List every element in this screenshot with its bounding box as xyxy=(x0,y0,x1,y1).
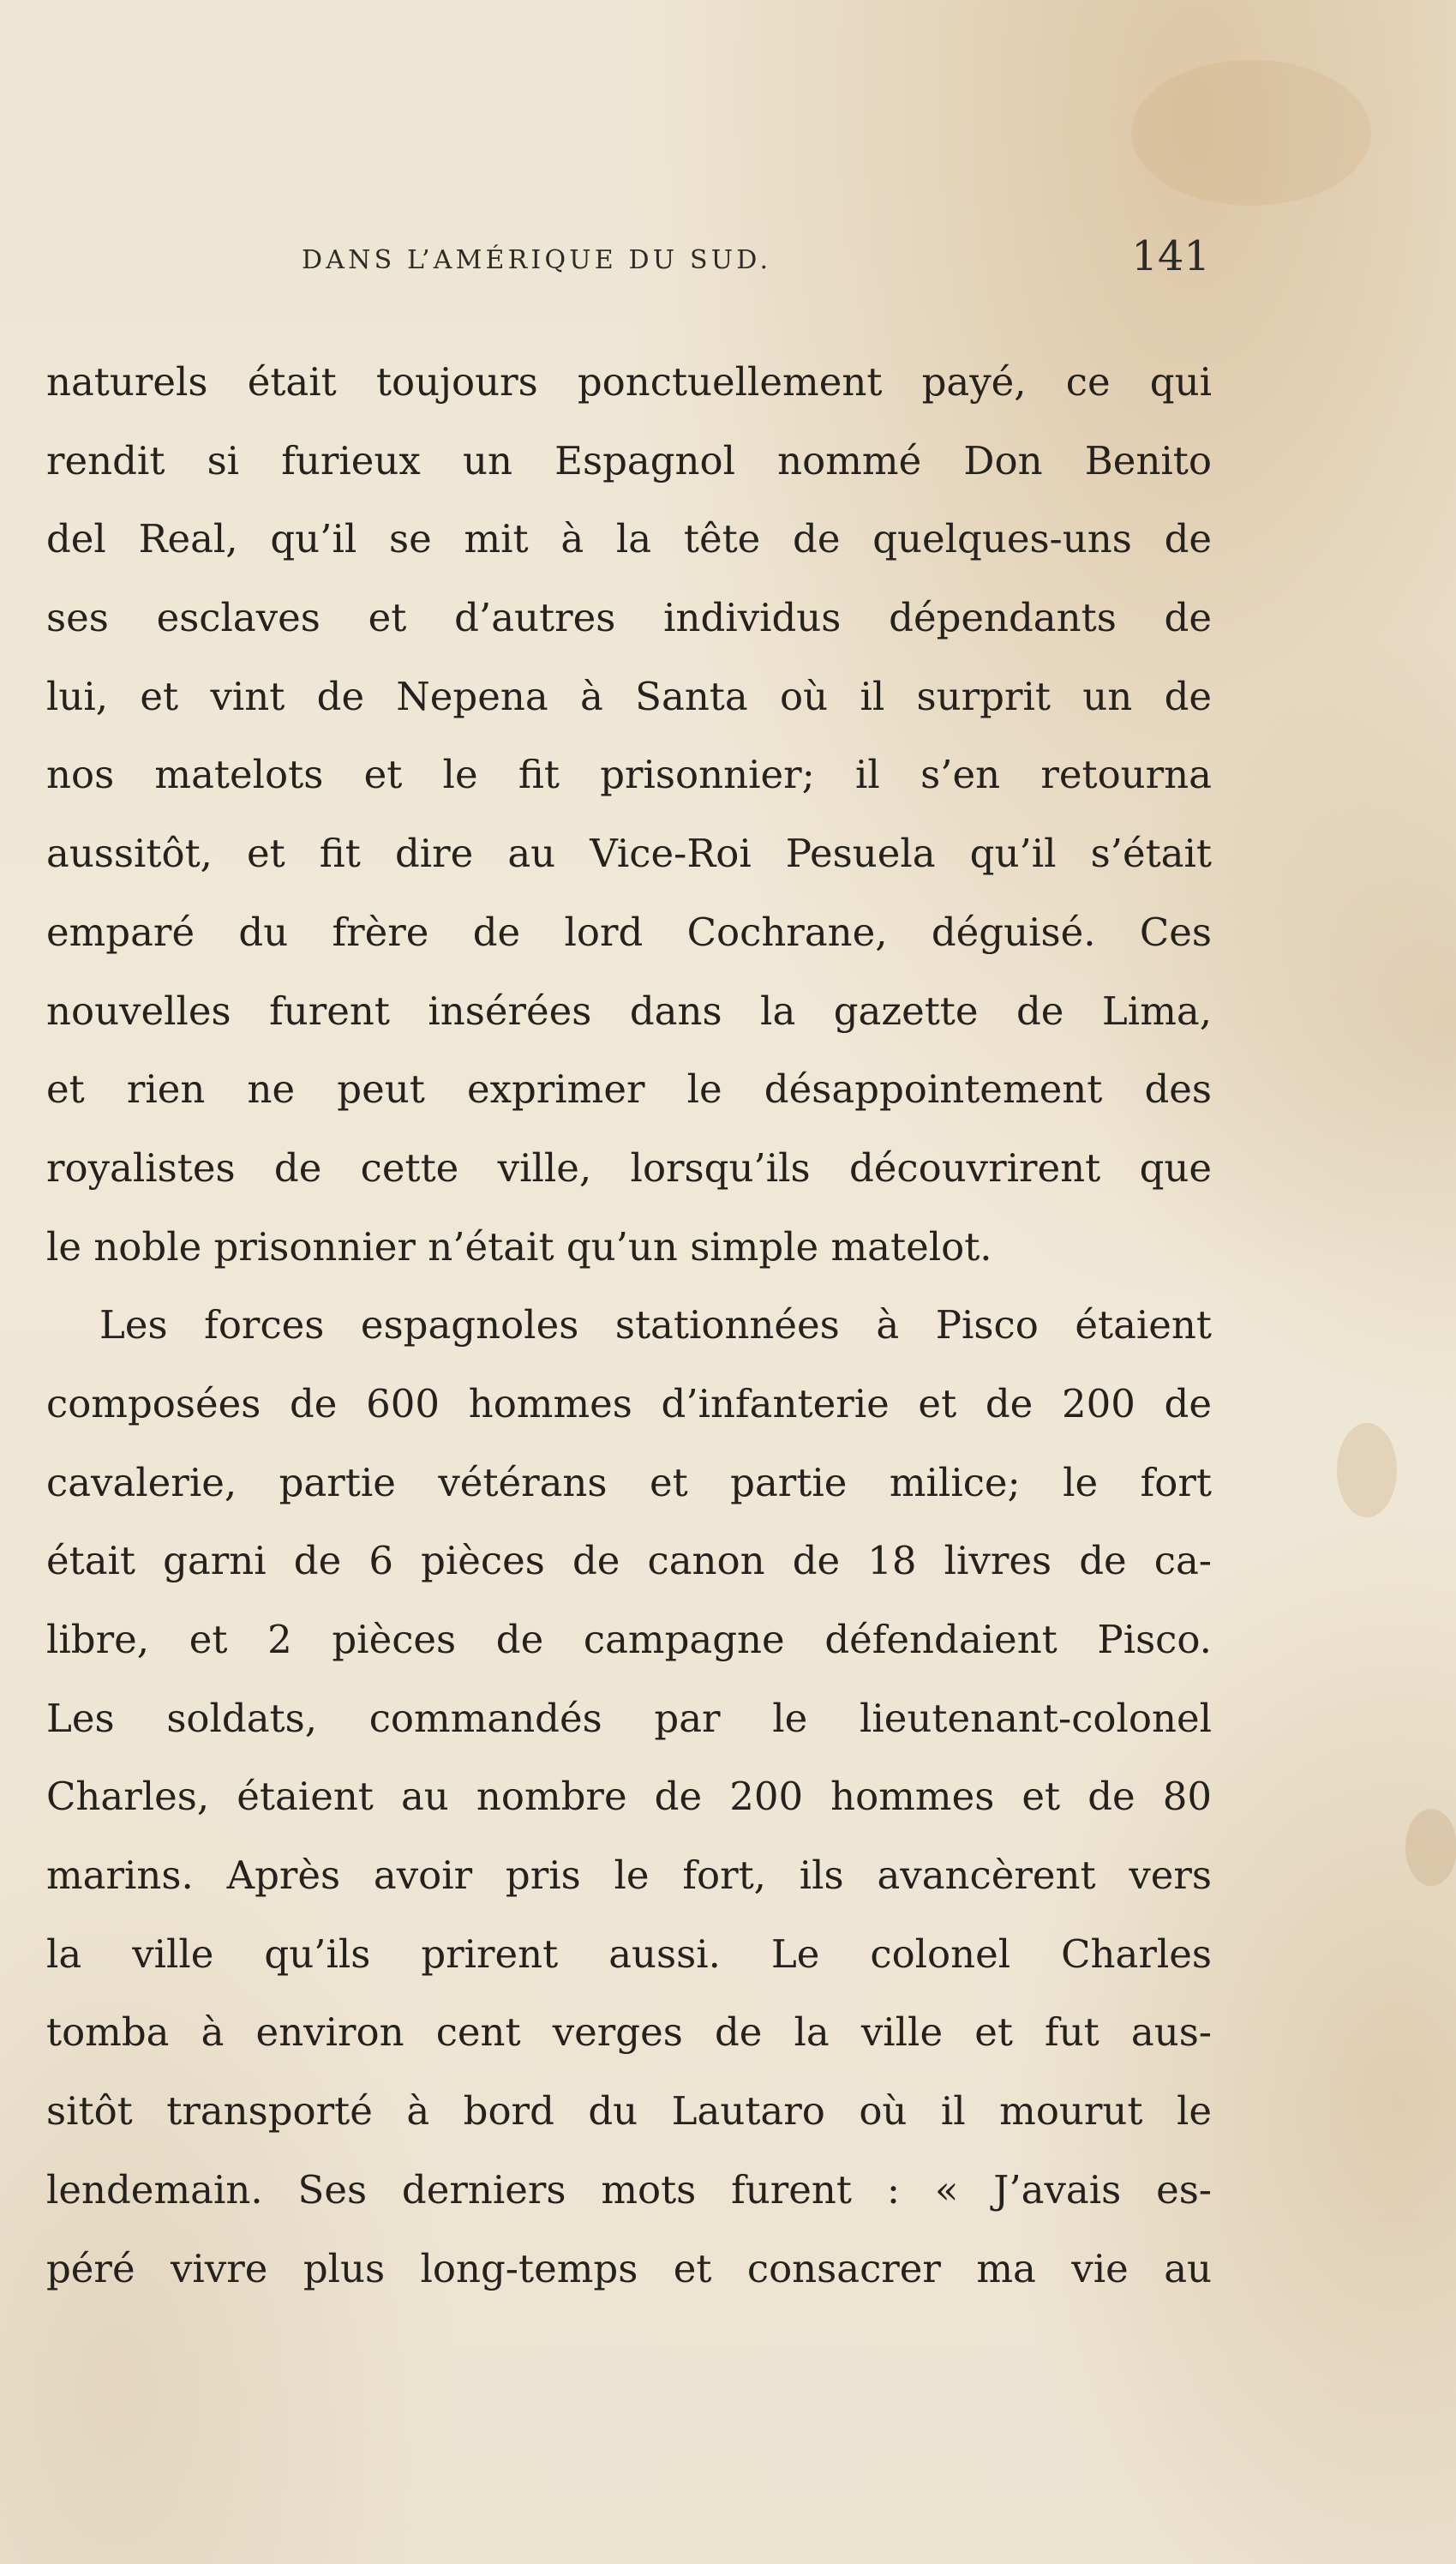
text-line: composées de 600 hommes d’infanterie et de 200 de xyxy=(46,1380,1212,1426)
text-line: était garni de 6 pièces de canon de 18 livres de ca- xyxy=(46,1538,1212,1584)
paper-stain xyxy=(1337,1423,1397,1517)
text-line: lendemain. Ses derniers mots furent : « J’avais es- xyxy=(46,2166,1212,2213)
text-line: cavalerie, partie vétérans et partie milice; le fort xyxy=(46,1459,1212,1505)
paper-stain xyxy=(1131,60,1371,206)
text-line: lui, et vint de Nepena à Santa où il surprit un de xyxy=(46,673,1212,719)
page-number: 141 xyxy=(1131,232,1210,280)
text-line: Les soldats, commandés par le lieutenant-colonel xyxy=(46,1695,1212,1741)
body-text xyxy=(46,343,1212,2308)
text-line: péré vivre plus long-temps et consacrer ma vie au xyxy=(46,2245,1212,2291)
text-line: la ville qu’ils prirent aussi. Le colonel Charles xyxy=(46,1931,1212,1977)
text-line: rendit si furieux un Espagnol nommé Don Benito xyxy=(46,437,1212,483)
text-line: sitôt transporté à bord du Lautaro où il mourut le xyxy=(46,2088,1212,2135)
text-line: tomba à environ cent verges de la ville et fut aus- xyxy=(46,2009,1212,2056)
text-line: royalistes de cette ville, lorsqu’ils découvrirent que xyxy=(46,1144,1212,1191)
text-line: nos matelots et le fit prisonnier; il s’en retourna xyxy=(46,752,1212,798)
text-line: Charles, étaient au nombre de 200 hommes et de 80 xyxy=(46,1774,1212,1820)
text-line: ses esclaves et d’autres individus dépendants de xyxy=(46,595,1212,641)
text-line: le noble prisonnier n’était qu’un simple matelot. xyxy=(46,1223,992,1270)
text-line: Les forces espagnoles stationnées à Pisco étaient xyxy=(99,1302,1212,1348)
text-line: emparé du frère de lord Cochrane, déguisé. Ces xyxy=(46,909,1212,955)
text-line: et rien ne peut exprimer le désappointement des xyxy=(46,1066,1212,1113)
text-line: marins. Après avoir pris le fort, ils avancèrent vers xyxy=(46,1852,1212,1899)
running-head xyxy=(302,232,1210,295)
text-line: del Real, qu’il se mit à la tête de quelques-uns de xyxy=(46,516,1212,562)
text-line: libre, et 2 pièces de campagne défendaient Pisco. xyxy=(46,1617,1212,1662)
paper-stain xyxy=(1405,1809,1456,1886)
text-line: nouvelles furent insérées dans la gazette de Lima, xyxy=(46,988,1212,1034)
text-line: naturels était toujours ponctuellement payé, ce qui xyxy=(46,359,1212,405)
text-line: aussitôt, et fit dire au Vice-Roi Pesuela qu’il s’était xyxy=(46,831,1212,877)
running-title: DANS L’AMÉRIQUE DU SUD. xyxy=(302,245,772,275)
